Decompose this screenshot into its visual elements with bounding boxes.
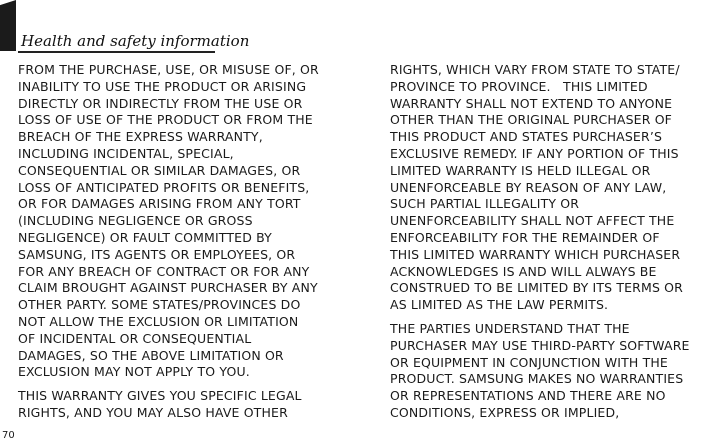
- left-text-column: [18, 62, 364, 422]
- header-underline: [18, 51, 215, 53]
- right-paragraph-2: THE PARTIES UNDERSTAND THAT THE PURCHASER MAY USE THIRD-PARTY SOFTWARE OR EQUIPMENT IN CONJUNCTION WITH THE PRODUCT. SAMSUNG MAKES NO WARRANTIES OR REPRESENTATIONS AND THERE ARE NO CONDITIONS, EXPRESS OR IMPLIED,: [390, 320, 690, 420]
- right-paragraph-1: RIGHTS, WHICH VARY FROM STATE TO STATE/ PROVINCE TO PROVINCE. THIS LIMITED WARRANTY SHALL NOT EXTEND TO ANYONE OTHER THAN THE ORIGINAL PURCHASER OF THIS PRODUCT AND STATES PURCHASER’S EXCLUSIVE REMEDY. IF ANY PORTION OF THIS LIMITED WARRANTY IS HELD ILLEGAL OR UNENFORCEABLE BY REASON OF ANY LAW, SUCH PARTIAL ILLEGALITY OR UNENFORCEABILITY SHALL NOT AFFECT THE ENFORCEABILITY FOR THE REMAINDER OF THIS LIMITED WARRANTY WHICH PURCHASER ACKNOWLEDGES IS AND WILL ALWAYS BE CONSTRUED TO BE LIMITED BY ITS TERMS OR AS LIMITED AS THE LAW PERMITS.: [390, 62, 683, 313]
- left-paragraph-1: FROM THE PURCHASE, USE, OR MISUSE OF, OR INABILITY TO USE THE PRODUCT OR ARISING DIRECTLY OR INDIRECTLY FROM THE USE OR LOSS OF USE OF THE PRODUCT OR FROM THE BREACH OF THE EXPRESS WARRANTY, INCLUDING INCIDENTAL, SPECIAL, CONSEQUENTIAL OR SIMILAR DAMAGES, OR LOSS OF ANTICIPATED PROFITS OR BENEFITS, OR FOR DAMAGES ARISING FROM ANY TORT (INCLUDING NEGLIGENCE OR GROSS NEGLIGENCE) OR FAULT COMMITTED BY SAMSUNG, ITS AGENTS OR EMPLOYEES, OR FOR ANY BREACH OF CONTRACT OR FOR ANY CLAIM BROUGHT AGAINST PURCHASER BY ANY OTHER PARTY. SOME STATES/PROVINCES DO NOT ALLOW THE EXCLUSION OR LIMITATION OF INCIDENTAL OR CONSEQUENTIAL DAMAGES, SO THE ABOVE LIMITATION OR EXCLUSION MAY NOT APPLY TO YOU.: [18, 62, 319, 380]
- page-number: 70: [2, 430, 15, 441]
- right-text-column: [390, 62, 722, 422]
- left-paragraph-2: THIS WARRANTY GIVES YOU SPECIFIC LEGAL RIGHTS, AND YOU MAY ALSO HAVE OTHER: [18, 388, 302, 420]
- header-accent-bar: [0, 0, 16, 51]
- page-header-title: Health and safety information: [21, 32, 250, 50]
